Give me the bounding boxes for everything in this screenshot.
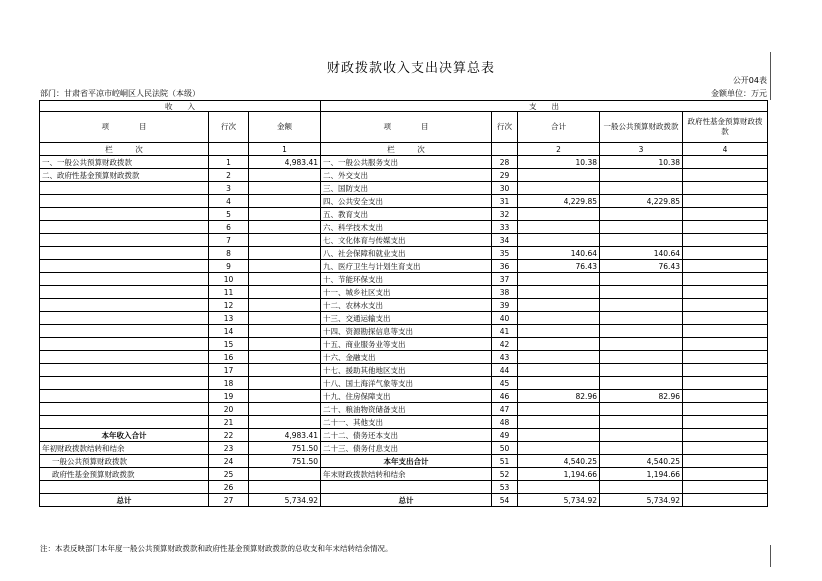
footnote: 注：本表反映部门本年度一般公共预算财政拨款和政府性基金预算财政拨款的总收支和年末结转结余情况。 xyxy=(40,544,393,553)
general-budget-amount xyxy=(600,429,683,442)
table-row xyxy=(40,169,768,182)
gov-fund-header: 政府性基金预算财政拨款 xyxy=(683,112,768,143)
gov-fund-amount xyxy=(683,312,768,325)
table-row xyxy=(40,429,768,442)
expense-total xyxy=(518,273,600,286)
expense-total xyxy=(518,169,600,182)
gov-fund-amount xyxy=(683,195,768,208)
income-line-no: 21 xyxy=(209,416,249,429)
table-row xyxy=(40,260,768,273)
general-budget-amount xyxy=(600,442,683,455)
report-table xyxy=(39,100,768,507)
income-line-no: 6 xyxy=(209,221,249,234)
expense-line-no: 35 xyxy=(492,247,518,260)
income-line-no: 7 xyxy=(209,234,249,247)
income-amount xyxy=(249,169,321,182)
general-budget-amount: 10.38 xyxy=(600,156,683,169)
general-budget-header: 一般公共预算财政拨款 xyxy=(600,112,683,143)
gov-fund-amount xyxy=(683,481,768,494)
general-budget-amount: 5,734.92 xyxy=(600,494,683,507)
expense-total: 140.64 xyxy=(518,247,600,260)
income-item: 一、一般公共预算财政拨款 xyxy=(40,156,209,169)
page-title: 财政拨款收入支出决算总表 xyxy=(326,61,495,76)
income-amount xyxy=(249,338,321,351)
income-amount xyxy=(249,247,321,260)
income-line-no: 5 xyxy=(209,208,249,221)
expense-item: 二、外交支出 xyxy=(321,169,492,182)
general-budget-amount xyxy=(600,299,683,312)
table-row xyxy=(40,234,768,247)
income-item xyxy=(40,338,209,351)
income-line-no: 25 xyxy=(209,468,249,481)
income-line-no: 8 xyxy=(209,247,249,260)
income-item xyxy=(40,195,209,208)
income-line-no: 11 xyxy=(209,286,249,299)
income-line-no: 4 xyxy=(209,195,249,208)
income-line-header: 行次 xyxy=(209,112,249,143)
expense-total-header: 合计 xyxy=(518,112,600,143)
expense-line-no: 31 xyxy=(492,195,518,208)
column-number-1: 1 xyxy=(249,143,321,156)
expense-line-no: 28 xyxy=(492,156,518,169)
header-section-row xyxy=(40,101,768,112)
income-line-no: 19 xyxy=(209,390,249,403)
expense-item: 二十一、其他支出 xyxy=(321,416,492,429)
income-amount xyxy=(249,182,321,195)
gov-fund-amount xyxy=(683,169,768,182)
income-line-no: 3 xyxy=(209,182,249,195)
income-line-no: 10 xyxy=(209,273,249,286)
expense-item: 二十三、债务付息支出 xyxy=(321,442,492,455)
income-item-header: 项 目 xyxy=(40,112,209,143)
gov-fund-amount xyxy=(683,286,768,299)
column-label-expense: 栏 次 xyxy=(321,143,492,156)
table-row xyxy=(40,247,768,260)
general-budget-amount xyxy=(600,273,683,286)
expense-total xyxy=(518,351,600,364)
expense-item: 七、文化体育与传媒支出 xyxy=(321,234,492,247)
expense-line-no: 43 xyxy=(492,351,518,364)
income-amount xyxy=(249,299,321,312)
expense-item: 十三、交通运输支出 xyxy=(321,312,492,325)
income-item: 总计 xyxy=(40,494,209,507)
expense-total xyxy=(518,442,600,455)
expense-line-no: 49 xyxy=(492,429,518,442)
gov-fund-amount xyxy=(683,416,768,429)
expense-item: 十七、援助其他地区支出 xyxy=(321,364,492,377)
general-budget-amount: 82.96 xyxy=(600,390,683,403)
income-item: 一般公共预算财政拨款 xyxy=(40,455,209,468)
table-row xyxy=(40,338,768,351)
expense-item: 三、国防支出 xyxy=(321,182,492,195)
general-budget-amount xyxy=(600,377,683,390)
income-amount xyxy=(249,260,321,273)
expense-line-no: 47 xyxy=(492,403,518,416)
expense-line-no: 44 xyxy=(492,364,518,377)
income-item xyxy=(40,481,209,494)
expense-total xyxy=(518,208,600,221)
expense-item: 总计 xyxy=(321,494,492,507)
expense-line-no: 42 xyxy=(492,338,518,351)
gov-fund-amount xyxy=(683,299,768,312)
table-row xyxy=(40,299,768,312)
general-budget-amount xyxy=(600,403,683,416)
column-number-row xyxy=(40,143,768,156)
expense-line-no: 37 xyxy=(492,273,518,286)
expense-header: 支 出 xyxy=(321,101,768,112)
income-item xyxy=(40,221,209,234)
expense-item: 十八、国土海洋气象等支出 xyxy=(321,377,492,390)
table-row xyxy=(40,312,768,325)
general-budget-amount xyxy=(600,416,683,429)
expense-line-no: 33 xyxy=(492,221,518,234)
gov-fund-amount xyxy=(683,325,768,338)
expense-total xyxy=(518,234,600,247)
general-budget-amount: 4,540.25 xyxy=(600,455,683,468)
income-amount xyxy=(249,351,321,364)
gov-fund-amount xyxy=(683,234,768,247)
income-item xyxy=(40,299,209,312)
general-budget-amount xyxy=(600,312,683,325)
general-budget-amount xyxy=(600,182,683,195)
expense-total xyxy=(518,286,600,299)
income-item xyxy=(40,247,209,260)
income-amount xyxy=(249,325,321,338)
gov-fund-amount xyxy=(683,338,768,351)
expense-line-no: 29 xyxy=(492,169,518,182)
income-line-no: 2 xyxy=(209,169,249,182)
income-item xyxy=(40,416,209,429)
expense-line-no: 53 xyxy=(492,481,518,494)
gov-fund-amount xyxy=(683,403,768,416)
column-number-4: 4 xyxy=(683,143,768,156)
expense-total xyxy=(518,403,600,416)
gov-fund-amount xyxy=(683,351,768,364)
expense-line-no: 54 xyxy=(492,494,518,507)
income-item xyxy=(40,325,209,338)
unit-label: 金额单位：万元 xyxy=(711,89,767,98)
table-row xyxy=(40,273,768,286)
table-row xyxy=(40,494,768,507)
income-item xyxy=(40,364,209,377)
expense-total xyxy=(518,325,600,338)
income-amount xyxy=(249,208,321,221)
income-amount xyxy=(249,377,321,390)
general-budget-amount xyxy=(600,351,683,364)
income-item xyxy=(40,351,209,364)
expense-total xyxy=(518,429,600,442)
column-number-2: 2 xyxy=(518,143,600,156)
income-line-no: 1 xyxy=(209,156,249,169)
expense-item: 十、节能环保支出 xyxy=(321,273,492,286)
expense-line-no: 36 xyxy=(492,260,518,273)
expense-item: 一、一般公共服务支出 xyxy=(321,156,492,169)
gov-fund-amount xyxy=(683,208,768,221)
expense-line-no: 48 xyxy=(492,416,518,429)
expense-line-no: 30 xyxy=(492,182,518,195)
income-item xyxy=(40,377,209,390)
income-amount xyxy=(249,416,321,429)
income-amount: 4,983.41 xyxy=(249,156,321,169)
income-line-no: 20 xyxy=(209,403,249,416)
gov-fund-amount xyxy=(683,273,768,286)
table-row xyxy=(40,325,768,338)
header-column-row xyxy=(40,112,768,143)
income-amount: 751.50 xyxy=(249,442,321,455)
general-budget-amount xyxy=(600,481,683,494)
income-header: 收 入 xyxy=(40,101,321,112)
income-amount xyxy=(249,286,321,299)
expense-item: 五、教育支出 xyxy=(321,208,492,221)
expense-line-header: 行次 xyxy=(492,112,518,143)
income-item: 本年收入合计 xyxy=(40,429,209,442)
expense-total: 10.38 xyxy=(518,156,600,169)
general-budget-amount xyxy=(600,208,683,221)
general-budget-amount: 1,194.66 xyxy=(600,468,683,481)
income-line-no: 15 xyxy=(209,338,249,351)
table-row xyxy=(40,195,768,208)
income-amount xyxy=(249,403,321,416)
table-row xyxy=(40,377,768,390)
expense-line-no: 40 xyxy=(492,312,518,325)
expense-line-no: 34 xyxy=(492,234,518,247)
income-item xyxy=(40,260,209,273)
income-line-no: 13 xyxy=(209,312,249,325)
income-line-no: 17 xyxy=(209,364,249,377)
table-row xyxy=(40,390,768,403)
income-item: 二、政府性基金预算财政拨款 xyxy=(40,169,209,182)
income-amount: 5,734.92 xyxy=(249,494,321,507)
expense-total xyxy=(518,481,600,494)
gov-fund-amount xyxy=(683,494,768,507)
income-item xyxy=(40,390,209,403)
expense-line-no: 41 xyxy=(492,325,518,338)
general-budget-amount xyxy=(600,169,683,182)
table-row xyxy=(40,286,768,299)
table-row xyxy=(40,208,768,221)
gov-fund-amount xyxy=(683,468,768,481)
expense-item: 八、社会保障和就业支出 xyxy=(321,247,492,260)
table-row xyxy=(40,468,768,481)
expense-item: 四、公共安全支出 xyxy=(321,195,492,208)
expense-total xyxy=(518,364,600,377)
expense-item: 十一、城乡社区支出 xyxy=(321,286,492,299)
income-item xyxy=(40,273,209,286)
income-item: 政府性基金预算财政拨款 xyxy=(40,468,209,481)
income-item xyxy=(40,208,209,221)
general-budget-amount xyxy=(600,325,683,338)
expense-line-no: 38 xyxy=(492,286,518,299)
income-line-no: 18 xyxy=(209,377,249,390)
page-divider-bottom xyxy=(770,545,771,567)
income-amount xyxy=(249,195,321,208)
table-row xyxy=(40,221,768,234)
income-item xyxy=(40,312,209,325)
table-row xyxy=(40,403,768,416)
gov-fund-amount xyxy=(683,455,768,468)
general-budget-amount: 4,229.85 xyxy=(600,195,683,208)
expense-item: 十九、住房保障支出 xyxy=(321,390,492,403)
expense-total: 76.43 xyxy=(518,260,600,273)
expense-total xyxy=(518,221,600,234)
income-line-no: 22 xyxy=(209,429,249,442)
expense-total: 4,540.25 xyxy=(518,455,600,468)
income-line-no: 26 xyxy=(209,481,249,494)
expense-total: 82.96 xyxy=(518,390,600,403)
table-row xyxy=(40,481,768,494)
gov-fund-amount xyxy=(683,377,768,390)
gov-fund-amount xyxy=(683,221,768,234)
table-row xyxy=(40,156,768,169)
column-number-3: 3 xyxy=(600,143,683,156)
income-amount xyxy=(249,468,321,481)
general-budget-amount: 140.64 xyxy=(600,247,683,260)
expense-total xyxy=(518,416,600,429)
gov-fund-amount xyxy=(683,390,768,403)
expense-line-no: 39 xyxy=(492,299,518,312)
income-line-no: 16 xyxy=(209,351,249,364)
general-budget-amount xyxy=(600,286,683,299)
form-code: 公开04表 xyxy=(732,76,767,85)
expense-item: 本年支出合计 xyxy=(321,455,492,468)
table-row xyxy=(40,351,768,364)
income-item xyxy=(40,234,209,247)
expense-item: 二十、粮油物资储备支出 xyxy=(321,403,492,416)
income-item: 年初财政拨款结转和结余 xyxy=(40,442,209,455)
table-row xyxy=(40,442,768,455)
expense-item xyxy=(321,481,492,494)
expense-total xyxy=(518,182,600,195)
expense-item: 六、科学技术支出 xyxy=(321,221,492,234)
income-line-no: 12 xyxy=(209,299,249,312)
general-budget-amount xyxy=(600,221,683,234)
income-item xyxy=(40,182,209,195)
table-row xyxy=(40,416,768,429)
gov-fund-amount xyxy=(683,364,768,377)
expense-line-no: 52 xyxy=(492,468,518,481)
expense-item: 二十二、债务还本支出 xyxy=(321,429,492,442)
income-line-no: 9 xyxy=(209,260,249,273)
income-amount: 4,983.41 xyxy=(249,429,321,442)
income-amount xyxy=(249,364,321,377)
income-line-no: 24 xyxy=(209,455,249,468)
expense-total xyxy=(518,312,600,325)
table-row xyxy=(40,364,768,377)
expense-item: 十二、农林水支出 xyxy=(321,299,492,312)
table-row xyxy=(40,455,768,468)
income-line-no: 23 xyxy=(209,442,249,455)
gov-fund-amount xyxy=(683,156,768,169)
column-label-income: 栏 次 xyxy=(40,143,209,156)
income-line-no: 27 xyxy=(209,494,249,507)
gov-fund-amount xyxy=(683,429,768,442)
income-amount-header: 金额 xyxy=(249,112,321,143)
gov-fund-amount xyxy=(683,442,768,455)
table-row xyxy=(40,182,768,195)
general-budget-amount xyxy=(600,364,683,377)
expense-line-no: 50 xyxy=(492,442,518,455)
expense-total: 1,194.66 xyxy=(518,468,600,481)
income-amount xyxy=(249,312,321,325)
expense-item: 九、医疗卫生与计划生育支出 xyxy=(321,260,492,273)
expense-total: 5,734.92 xyxy=(518,494,600,507)
department-label: 部门：甘肃省平凉市崆峒区人民法院（本级） xyxy=(40,89,200,98)
expense-item: 十五、商业服务业等支出 xyxy=(321,338,492,351)
expense-total xyxy=(518,299,600,312)
income-amount xyxy=(249,481,321,494)
general-budget-amount xyxy=(600,338,683,351)
expense-total: 4,229.85 xyxy=(518,195,600,208)
gov-fund-amount xyxy=(683,260,768,273)
income-amount xyxy=(249,273,321,286)
expense-total xyxy=(518,338,600,351)
gov-fund-amount xyxy=(683,247,768,260)
expense-total xyxy=(518,377,600,390)
income-amount: 751.50 xyxy=(249,455,321,468)
expense-item: 十四、资源勘探信息等支出 xyxy=(321,325,492,338)
income-line-no: 14 xyxy=(209,325,249,338)
income-item xyxy=(40,403,209,416)
expense-line-no: 51 xyxy=(492,455,518,468)
income-amount xyxy=(249,234,321,247)
expense-line-no: 32 xyxy=(492,208,518,221)
income-item xyxy=(40,286,209,299)
gov-fund-amount xyxy=(683,182,768,195)
expense-line-no: 46 xyxy=(492,390,518,403)
income-amount xyxy=(249,221,321,234)
general-budget-amount: 76.43 xyxy=(600,260,683,273)
expense-line-no: 45 xyxy=(492,377,518,390)
expense-item: 年末财政拨款结转和结余 xyxy=(321,468,492,481)
expense-item-header: 项 目 xyxy=(321,112,492,143)
income-amount xyxy=(249,390,321,403)
expense-item: 十六、金融支出 xyxy=(321,351,492,364)
general-budget-amount xyxy=(600,234,683,247)
